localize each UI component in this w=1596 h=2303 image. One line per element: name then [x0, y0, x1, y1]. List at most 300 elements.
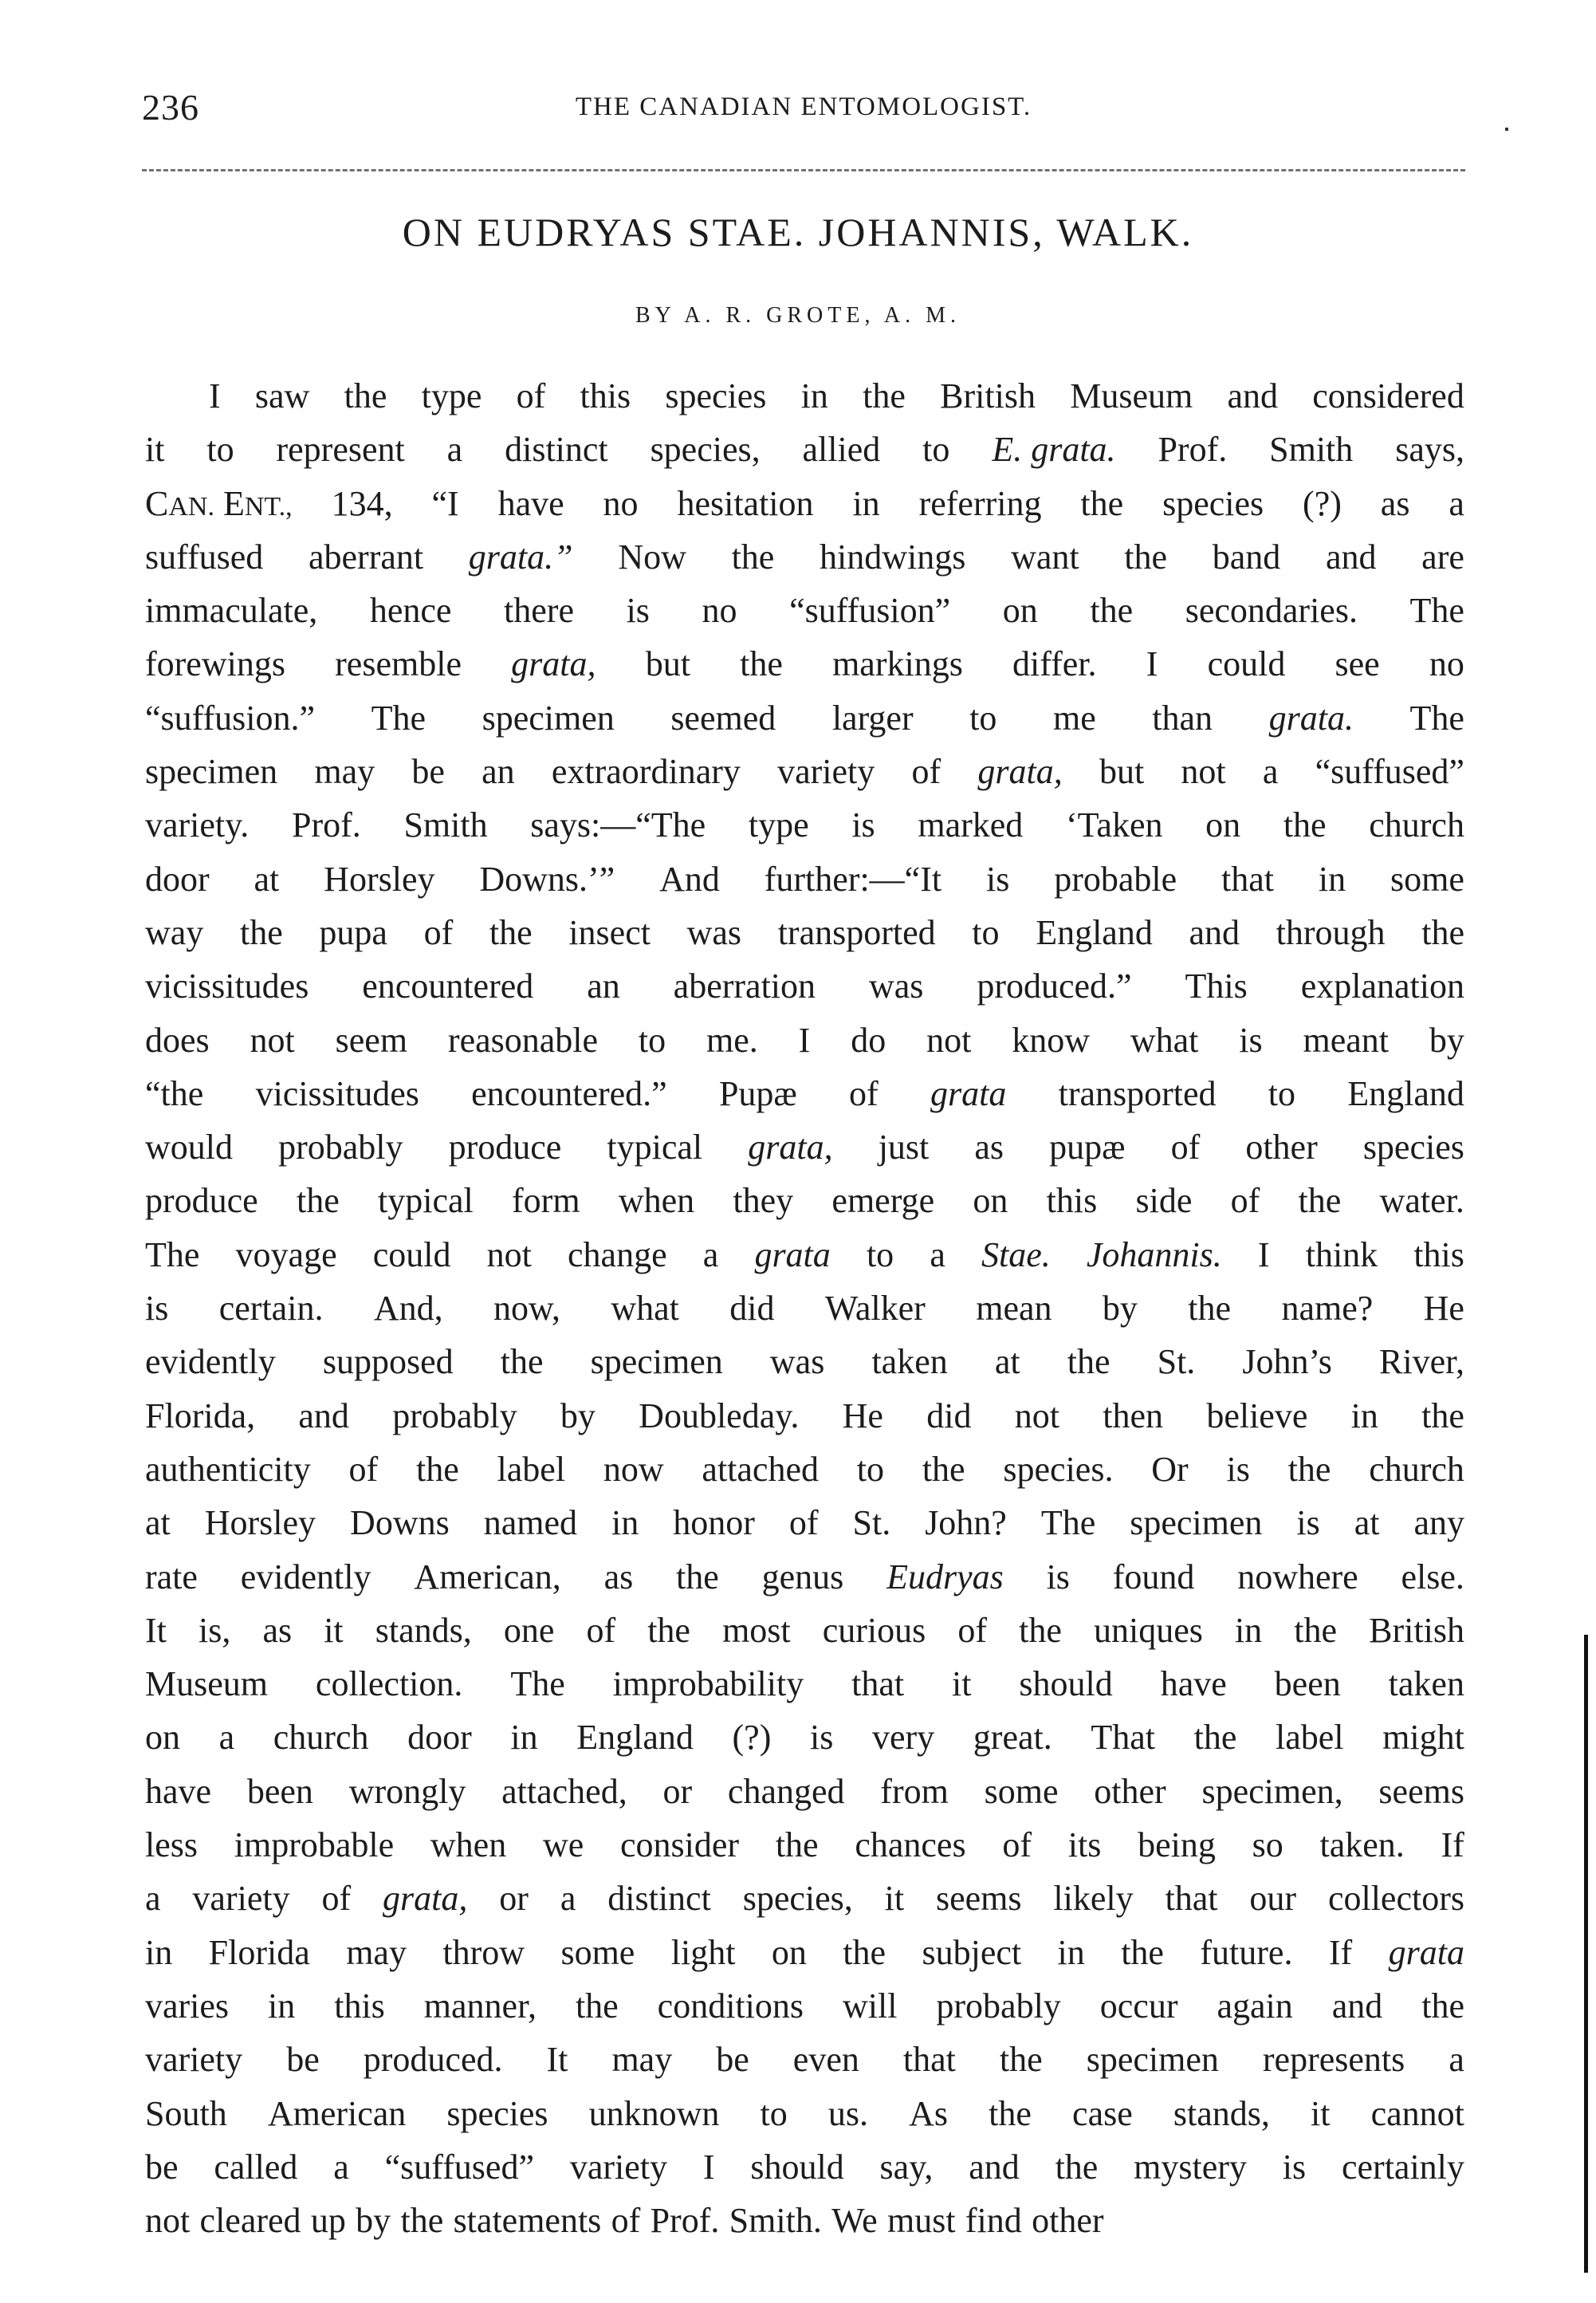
- body-word: subject: [922, 1932, 1022, 1972]
- body-word: or: [499, 1879, 529, 1919]
- body-word: River,: [1379, 1342, 1464, 1382]
- body-word: church: [1369, 1449, 1464, 1489]
- journal-title: THE CANADIAN ENTOMOLOGIST.: [575, 93, 1032, 121]
- body-word: is: [626, 591, 650, 631]
- body-word: seemed: [670, 698, 776, 738]
- body-word: now,: [493, 1289, 560, 1329]
- body-word: Smith.: [729, 2201, 822, 2241]
- body-word: no: [702, 591, 737, 631]
- body-word: at: [145, 1503, 171, 1543]
- body-word: resemble: [335, 644, 462, 684]
- body-word: not: [1014, 1396, 1059, 1435]
- body-line: [145, 477, 1464, 530]
- body-word: species: [1162, 483, 1264, 523]
- body-word: “I: [431, 483, 459, 523]
- body-word: would: [145, 1128, 233, 1167]
- body-word: referring: [918, 483, 1042, 523]
- body-word: less: [145, 1825, 198, 1865]
- body-word: the: [1188, 1289, 1232, 1329]
- body-word: probable: [1054, 859, 1177, 899]
- body-line: [145, 1281, 1464, 1335]
- body-word: (?): [732, 1718, 772, 1758]
- body-word: of: [586, 1610, 616, 1650]
- body-word: in: [1057, 1932, 1085, 1972]
- body-word: markings: [832, 644, 963, 684]
- body-word: in: [268, 1986, 296, 2025]
- body-word: It: [145, 1610, 167, 1650]
- body-word: the: [1124, 537, 1168, 577]
- body-word: He: [1423, 1289, 1464, 1329]
- body-word: should: [1019, 1664, 1113, 1704]
- body-word: but: [1099, 752, 1145, 792]
- body-line: [145, 906, 1464, 959]
- body-word: to: [866, 1234, 894, 1274]
- body-line: [145, 1604, 1464, 1657]
- body-word: Doubleday.: [639, 1396, 800, 1435]
- body-word: is: [145, 1289, 169, 1329]
- body-word: find: [965, 2201, 1022, 2241]
- body-word: to: [1268, 1073, 1296, 1113]
- body-word: distinct: [607, 1879, 711, 1919]
- article-body: [145, 369, 1464, 2247]
- body-word: through: [1276, 912, 1386, 952]
- body-word: was: [868, 966, 924, 1006]
- body-word: specimen: [1130, 1503, 1263, 1543]
- body-word: by: [356, 2201, 391, 2241]
- body-line: [145, 1765, 1464, 1818]
- body-word: to: [638, 1020, 666, 1060]
- body-word: than: [1152, 698, 1213, 738]
- body-word: form: [512, 1181, 580, 1221]
- body-word: no: [603, 483, 639, 523]
- body-word: was: [769, 1342, 825, 1382]
- body-word: could: [1207, 644, 1286, 684]
- body-word: the: [1193, 1718, 1237, 1758]
- body-word: seems: [936, 1879, 1022, 1919]
- body-word: uniques: [1093, 1610, 1203, 1650]
- body-word: that: [851, 1664, 905, 1704]
- body-word: is: [1282, 2147, 1307, 2187]
- body-word: case: [1072, 2093, 1133, 2133]
- body-word: unknown: [588, 2093, 720, 2133]
- body-word: church: [273, 1718, 369, 1758]
- margin-mark: [1505, 128, 1508, 131]
- body-line: [145, 745, 1464, 798]
- page-number: 236: [142, 87, 199, 128]
- body-word: in: [800, 376, 828, 415]
- body-word: it: [1311, 2093, 1331, 2133]
- body-word: reasonable: [447, 1020, 599, 1060]
- body-word: could: [372, 1234, 451, 1274]
- body-line: [145, 852, 1464, 906]
- body-word: by: [1429, 1020, 1464, 1060]
- body-word: band: [1212, 537, 1281, 577]
- body-word: Horsley: [324, 859, 435, 899]
- body-word: collectors: [1327, 1879, 1464, 1919]
- body-word: He: [842, 1396, 883, 1435]
- body-word: at: [254, 859, 280, 899]
- body-word: encountered.”: [471, 1073, 667, 1113]
- body-word: probably: [936, 1986, 1061, 2025]
- body-word: is: [1226, 1449, 1250, 1489]
- body-word: occur: [1099, 1986, 1178, 2025]
- body-word: some: [984, 1771, 1059, 1811]
- body-word: it: [952, 1664, 972, 1704]
- body-word: by: [1102, 1289, 1138, 1329]
- body-word: any: [1413, 1503, 1464, 1543]
- body-line: [145, 423, 1464, 476]
- body-word: of: [423, 912, 454, 952]
- body-word: Florida,: [145, 1396, 256, 1435]
- body-word: of: [516, 376, 546, 415]
- body-word: The: [1409, 591, 1464, 631]
- body-word: the: [1294, 1610, 1338, 1650]
- body-word: of: [849, 1073, 879, 1113]
- body-word: transported: [1058, 1073, 1217, 1113]
- body-word: I: [1146, 644, 1158, 684]
- body-word: differ.: [1012, 644, 1097, 684]
- body-word: taken.: [1319, 1825, 1405, 1865]
- body-line: [145, 1174, 1464, 1227]
- body-word: likely: [1053, 1879, 1134, 1919]
- body-word: represents: [1262, 2040, 1405, 2080]
- body-word: a: [333, 2147, 349, 2187]
- body-word: is: [810, 1718, 834, 1758]
- body-word: at: [994, 1342, 1020, 1382]
- body-word: the: [731, 537, 775, 577]
- body-word: stands,: [375, 1610, 472, 1650]
- body-word: suffused: [145, 537, 264, 577]
- body-line: [145, 1014, 1464, 1067]
- body-word: water.: [1379, 1181, 1464, 1221]
- body-word: (?): [1303, 483, 1342, 523]
- body-word: and: [969, 2147, 1020, 2187]
- body-word: St.: [1157, 1342, 1196, 1382]
- body-word: the: [1067, 1342, 1111, 1382]
- body-word: variety: [569, 2147, 667, 2187]
- body-word: British: [940, 376, 1036, 415]
- body-word: South: [145, 2093, 227, 2133]
- body-word: Prof.: [1158, 430, 1228, 470]
- body-word: me: [1052, 698, 1096, 738]
- body-word: Downs: [350, 1503, 450, 1543]
- body-word: else.: [1401, 1557, 1464, 1596]
- body-line: [145, 691, 1464, 745]
- body-word: John?: [925, 1503, 1007, 1543]
- body-word: in: [852, 483, 880, 523]
- body-word: a: [560, 1879, 576, 1919]
- body-word: meant: [1303, 1020, 1389, 1060]
- body-word: are: [1421, 537, 1464, 577]
- body-word: the: [400, 2201, 444, 2241]
- body-word: the: [1421, 1396, 1464, 1435]
- body-word: If: [1441, 1825, 1464, 1865]
- body-word: when: [618, 1181, 695, 1221]
- body-word: I: [702, 2147, 715, 2187]
- body-word: being: [1138, 1825, 1216, 1865]
- body-word: name?: [1281, 1289, 1374, 1329]
- body-word: they: [733, 1181, 794, 1221]
- body-word: and: [1331, 1986, 1383, 2025]
- body-word: Eudryas: [886, 1557, 1004, 1596]
- body-word: the: [1080, 483, 1124, 523]
- body-word: on: [145, 1718, 180, 1758]
- body-word: specimen: [1086, 2040, 1219, 2080]
- body-word: seem: [335, 1020, 408, 1060]
- body-word: the: [740, 644, 783, 684]
- body-word: is: [1239, 1020, 1263, 1060]
- body-word: aberration: [673, 966, 816, 1006]
- body-word: way: [145, 912, 204, 952]
- body-word: even: [792, 2040, 859, 2080]
- body-word: door: [145, 859, 210, 899]
- body-word: curious: [822, 1610, 926, 1650]
- body-word: statements: [453, 2201, 602, 2241]
- body-word: the: [344, 376, 387, 415]
- body-word: in: [1318, 859, 1346, 899]
- body-word: this: [1046, 1181, 1098, 1221]
- body-word: or: [662, 1771, 693, 1811]
- body-word: And: [659, 859, 720, 899]
- body-word: called: [214, 2147, 298, 2187]
- body-word: evidently: [145, 1342, 276, 1382]
- body-word: “suffusion”: [789, 591, 951, 631]
- body-word: saw: [254, 376, 310, 415]
- body-word: If: [1328, 1932, 1353, 1972]
- body-word: the: [1121, 1932, 1164, 1972]
- body-word: evidently: [240, 1557, 371, 1596]
- body-word: The: [145, 1234, 200, 1274]
- body-word: the: [1019, 1610, 1062, 1650]
- body-word: aberrant: [308, 537, 424, 577]
- running-head: [142, 86, 1465, 134]
- body-word: want: [1011, 537, 1079, 577]
- body-word: now: [603, 1449, 664, 1489]
- body-word: very: [871, 1718, 935, 1758]
- body-word: an: [587, 966, 620, 1006]
- body-word: specimen: [482, 698, 615, 738]
- body-word: an: [482, 752, 515, 792]
- body-word: species: [1362, 1128, 1464, 1167]
- body-word: grata: [1388, 1932, 1464, 1972]
- body-word: emerge: [831, 1181, 935, 1221]
- body-word: Horsley: [204, 1503, 316, 1543]
- body-word: cannot: [1370, 2093, 1464, 2133]
- body-word: in: [1350, 1396, 1378, 1435]
- body-line: [145, 1443, 1464, 1496]
- body-word: species: [446, 2093, 548, 2133]
- body-word: the: [647, 1610, 690, 1650]
- body-word: it: [884, 1879, 905, 1919]
- body-word: not: [145, 2201, 191, 2241]
- body-word: a: [218, 1718, 235, 1758]
- body-word: supposed: [322, 1342, 454, 1382]
- body-word: label: [1276, 1718, 1344, 1758]
- body-word: honor: [673, 1503, 755, 1543]
- body-word: Johannis.: [1086, 1234, 1222, 1274]
- body-word: taken: [1388, 1664, 1464, 1704]
- body-line: [145, 1120, 1464, 1174]
- body-word: allied: [802, 430, 881, 470]
- body-word: when: [430, 1825, 507, 1865]
- body-word: grata,: [977, 752, 1063, 792]
- body-word: insect: [568, 912, 651, 952]
- body-word: mystery: [1134, 2147, 1247, 2187]
- body-line: [145, 1550, 1464, 1604]
- body-word: I: [798, 1020, 811, 1060]
- body-word: variety.: [145, 805, 250, 845]
- body-line: [145, 1657, 1464, 1711]
- body-word: attached: [702, 1449, 819, 1489]
- body-word: manner,: [423, 1986, 537, 2025]
- body-word: consider: [620, 1825, 740, 1865]
- body-word: the: [676, 1557, 719, 1596]
- body-line: [145, 2087, 1464, 2140]
- body-word: The: [371, 698, 427, 738]
- body-word: vicissitudes: [255, 1073, 419, 1113]
- body-word: the: [1055, 2147, 1099, 2187]
- body-word: Florida: [208, 1932, 310, 1972]
- body-word: did: [729, 1289, 775, 1329]
- body-word: have: [145, 1771, 212, 1811]
- body-word: is: [1296, 1503, 1320, 1543]
- body-word: produce: [145, 1181, 258, 1221]
- body-word: believe: [1206, 1396, 1308, 1435]
- body-word: pupæ: [1049, 1128, 1126, 1167]
- body-word: grata,: [383, 1879, 468, 1919]
- body-word: the: [989, 2093, 1032, 2133]
- body-word: secondaries.: [1185, 591, 1358, 631]
- body-word: the: [1090, 591, 1134, 631]
- body-word: the: [922, 1449, 965, 1489]
- body-word: probably: [278, 1128, 403, 1167]
- body-word: grata: [754, 1234, 831, 1274]
- body-word: The: [510, 1664, 565, 1704]
- body-word: produced.: [363, 2040, 503, 2080]
- body-word: a: [1449, 483, 1464, 523]
- body-word: American,: [414, 1557, 561, 1596]
- body-word: may: [611, 2040, 673, 2080]
- body-word: at: [1354, 1503, 1380, 1543]
- body-word: in: [145, 1932, 173, 1972]
- body-line: [145, 1228, 1464, 1281]
- body-word: may: [314, 752, 375, 792]
- body-word: the: [415, 1449, 459, 1489]
- body-word: the: [775, 1825, 819, 1865]
- body-word: is: [851, 805, 875, 845]
- body-word: improbability: [612, 1664, 804, 1704]
- body-word: be: [145, 2147, 179, 2187]
- body-word: see: [1335, 644, 1380, 684]
- body-word: do: [851, 1020, 886, 1060]
- body-line: [145, 2033, 1464, 2086]
- body-word: conditions: [657, 1986, 804, 2025]
- body-word: And,: [373, 1289, 443, 1329]
- body-word: seems: [1378, 1771, 1464, 1811]
- body-word: of: [957, 1610, 988, 1650]
- body-word: nowhere: [1237, 1557, 1358, 1596]
- body-word: think: [1305, 1234, 1378, 1274]
- body-word: on: [973, 1181, 1008, 1221]
- body-word: as: [262, 1610, 293, 1650]
- body-word: again: [1217, 1986, 1293, 2025]
- body-word: certain.: [218, 1289, 324, 1329]
- body-word: St.: [852, 1503, 891, 1543]
- body-word: The: [1040, 1503, 1096, 1543]
- body-word: Pupæ: [718, 1073, 797, 1113]
- body-word: is: [1046, 1557, 1070, 1596]
- body-word: it: [324, 1610, 344, 1650]
- body-line: [145, 1979, 1464, 2033]
- body-word: Smith: [403, 805, 488, 845]
- body-word: further:—“It: [764, 859, 942, 899]
- body-word: this: [580, 376, 631, 415]
- body-word: produce: [448, 1128, 562, 1167]
- body-word: says,: [1395, 430, 1464, 470]
- body-word: CAN. ENT.,: [145, 483, 293, 523]
- body-word: changed: [727, 1771, 845, 1811]
- body-line: [145, 1818, 1464, 1872]
- body-word: have: [497, 483, 564, 523]
- body-word: specimen: [590, 1342, 723, 1382]
- body-word: not: [250, 1020, 295, 1060]
- body-line: [145, 369, 1464, 423]
- body-word: church: [1369, 805, 1464, 845]
- body-word: Downs.’”: [479, 859, 615, 899]
- body-word: collection.: [315, 1664, 463, 1704]
- body-word: know: [1012, 1020, 1090, 1060]
- body-word: other: [1094, 1771, 1166, 1811]
- body-word: on: [771, 1932, 807, 1972]
- body-word: type: [421, 376, 482, 415]
- body-word: vicissitudes: [145, 966, 309, 1006]
- body-word: Museum: [1070, 376, 1193, 415]
- body-word: voyage: [235, 1234, 337, 1274]
- body-line: [145, 2140, 1464, 2194]
- body-word: of: [1002, 1825, 1032, 1865]
- body-line: [145, 1496, 1464, 1549]
- body-word: have: [1160, 1664, 1227, 1704]
- body-word: produced.”: [977, 966, 1132, 1006]
- body-word: us.: [827, 2093, 868, 2133]
- body-word: immaculate,: [145, 591, 318, 631]
- body-word: the: [575, 1986, 619, 2025]
- body-word: the: [843, 1932, 886, 1972]
- body-word: mean: [976, 1289, 1052, 1329]
- body-word: its: [1067, 1825, 1102, 1865]
- body-line: [145, 798, 1464, 852]
- body-word: species,: [742, 1879, 853, 1919]
- body-word: considered: [1312, 376, 1464, 415]
- body-line: [145, 959, 1464, 1013]
- body-word: genus: [761, 1557, 844, 1596]
- body-word: the: [489, 912, 533, 952]
- body-word: will: [842, 1986, 898, 2025]
- body-word: so: [1252, 1825, 1283, 1865]
- body-word: is: [985, 859, 1010, 899]
- body-word: as: [603, 1557, 634, 1596]
- body-word: typical: [378, 1181, 474, 1221]
- body-word: This: [1185, 966, 1248, 1006]
- body-word: no: [1429, 644, 1464, 684]
- body-word: grata.: [1268, 698, 1354, 738]
- body-word: hindwings: [820, 537, 966, 577]
- body-word: by: [560, 1396, 596, 1435]
- body-word: door: [407, 1718, 472, 1758]
- body-word: future.: [1200, 1932, 1293, 1972]
- body-word: in: [611, 1503, 639, 1543]
- body-word: I: [1257, 1234, 1270, 1274]
